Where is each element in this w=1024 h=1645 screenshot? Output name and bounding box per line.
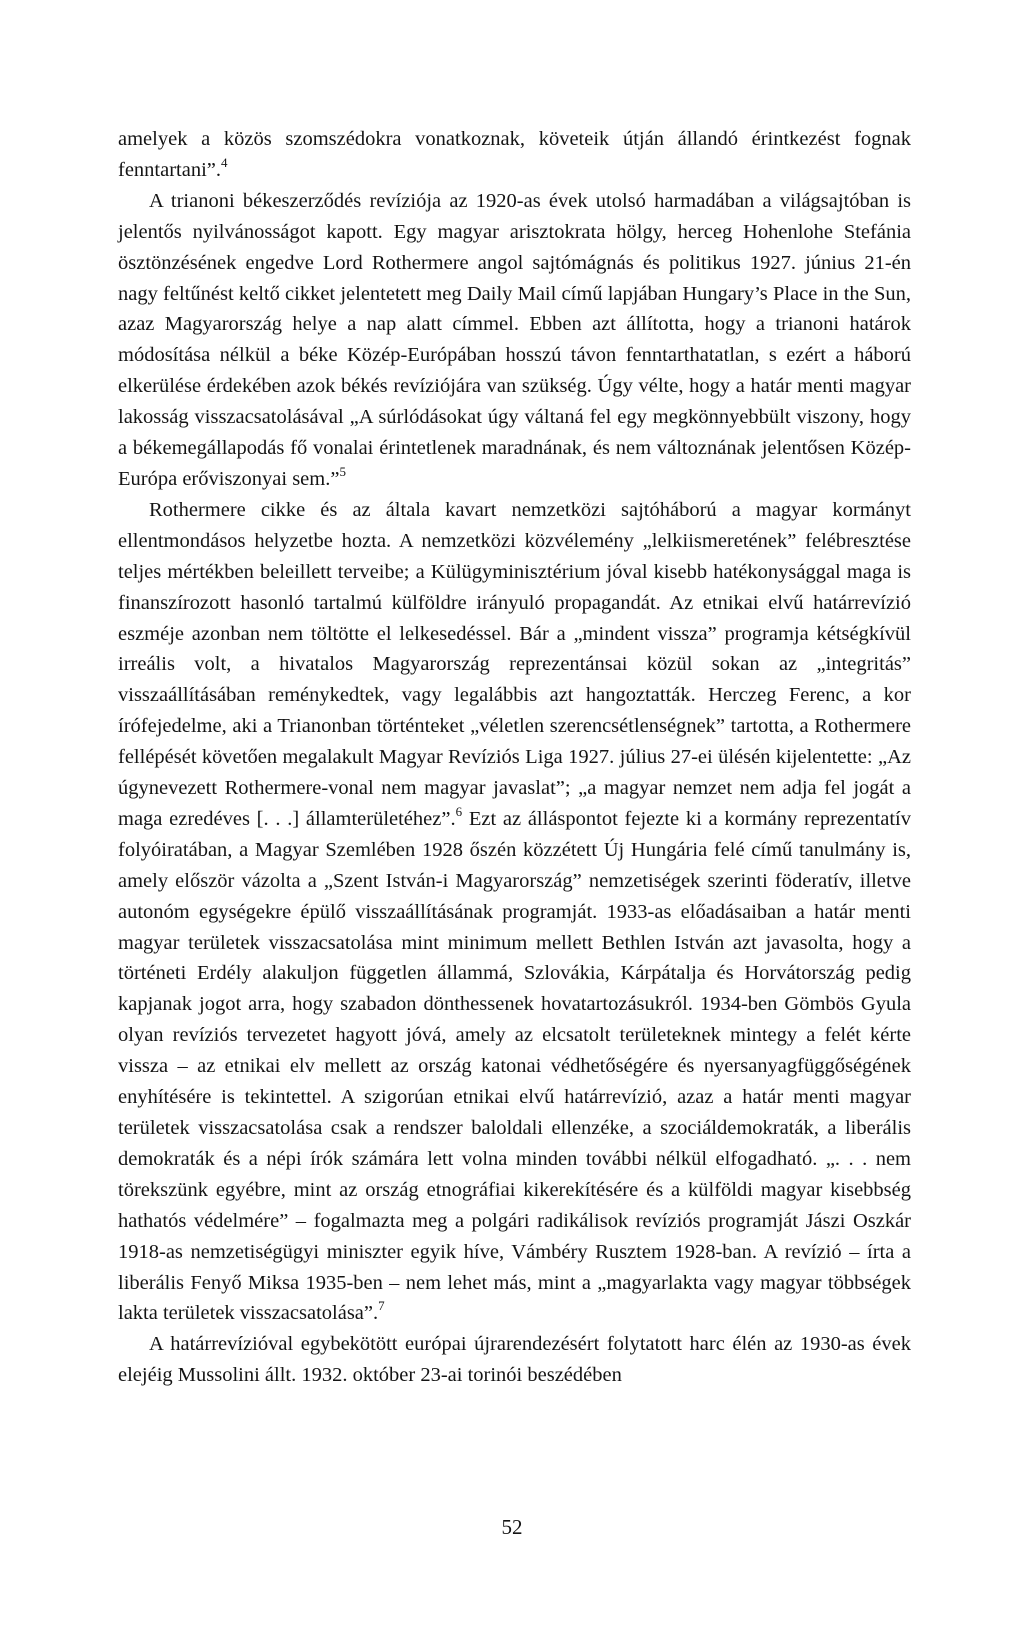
paragraph-p2 [118,186,911,495]
page-body [118,124,911,1391]
paragraph-p3 [118,495,911,1329]
paragraph-text: Rothermere cikke és az általa kavart nemzetközi sajtóháború a magyar kormányt ellentmondásos helyzetbe hozta. A nemzetközi közvélemény „lelkiismeretének” felébresztése teljes mértékben beleillett terveibe; a Külügyminisztérium jóval kisebb hatékonysággal maga is finanszírozott hasonló tartalmú külföldre irányuló propagandát. Az etnikai elvű határrevízió eszméje azonban nem töltötte el lelkesedéssel. Bár a „mindent vissza” programja kétségkívül irreális volt, a hivatalos Magyarország reprezentánsai közül sokan az „integritás” visszaállításában reménykedtek, vagy legalábbis azt hangoztatták. Herczeg Ferenc, a kor írófejedelme, aki a Trianonban történteket „véletlen szerencsétlenségnek” tartotta, a Rothermere fellépését követően megalakult Magyar Revíziós Liga 1927. július 27-ei ülésén kijelentette: „Az úgynevezett Rothermere-vonal nem magyar javaslat”; „a magyar nemzet nem adja fel jogát a maga ezredéves [. . .] államterületéhez”. [118,498,911,830]
paragraph-p1 [118,124,911,186]
footnote-marker: 4 [221,154,228,170]
paragraph-p4 [118,1329,911,1391]
paragraph-text: A trianoni békeszerződés revíziója az 1920-as évek utolsó harmadában a világsajtóban is jelentős nyilvánosságot kapott. Egy magyar arisztokrata hölgy, herceg Hohenlohe Stefánia ösztönzésének engedve Lord Rothermere angol sajtómágnás és politikus 1927. június 21-én nagy feltűnést keltő cikket jelentetett meg Daily Mail című lapjában Hungary’s Place in the Sun, azaz Magyarország helye a nap alatt címmel. Ebben azt állította, hogy a trianoni határok módosítása nélkül a béke Közép-Európában hosszú távon fenntarthatatlan, s ezért a háború elkerülése érdekében azok békés revíziójára van szükség. Úgy vélte, hogy a határ menti magyar lakosság visszacsatolásával „A súrlódásokat úgy váltaná fel egy megkönnyebbült viszony, hogy a békemegállapodás fő vonalai érintetlenek maradnának, és nem változnának jelentősen Közép-Európa erőviszonyai sem.” [118,189,911,490]
paragraph-text: amelyek a közös szomszédokra vonatkoznak, követeik útján állandó érintkezést fognak fenntartani”. [118,128,911,181]
page-number: 52 [501,1515,523,1539]
footnote-marker: 6 [455,803,463,819]
paragraph-text: Ezt az álláspontot fejezte ki a kormány reprezentatív folyóiratában, a Magyar Szemlében 1928 őszén közzétett Új Hungária felé című tanulmány is, amely először vázolta a „Szent István-i Magyarország” nemzetiségek szerinti föderatív, illetve autonóm egységekre épülő visszaállításának programját. 1933-as előadásaiban a határ menti magyar területek visszacsatolása mint minimum mellett Bethlen István azt javasolta, hogy a történeti Erdély alakuljon független állammá, Szlovákia, Kárpátalja és Horvátország pedig kapjanak jogot arra, hogy szabadon dönthessenek hovatartozásukról. 1934-ben Gömbös Gyula olyan revíziós tervezetet hagyott jóvá, amely az elcsatolt területeknek mintegy a felét kérte vissza – az etnikai elv mellett az ország katonai védhetőségére és nyersanyagfüggőségének enyhítésére is tekintettel. A szigorúan etnikai elvű határrevízió, azaz a határ menti magyar területek visszacsatolása csak a rendszer baloldali ellenzéke, a szociáldemokraták, a liberális demokraták és a népi írók számára lett volna minden további nélkül elfogadható. „. . . nem törekszünk egyébre, mint az ország etnográfiai kikerekítésére és a külföldi magyar kisebbség hathatós védelmére” – fogalmazta meg a polgári radikálisok revíziós programját Jászi Oszkár 1918-as nemzetiségügyi miniszter egyik híve, Vámbéry Rusztem 1928-ban. A revízió – írta a liberális Fenyő Miksa 1935-ben – nem lehet más, mint a „magyarlakta vagy magyar többségek lakta területek visszacsatolása”. [118,807,911,1325]
footnote-marker: 7 [378,1298,385,1314]
footnote-marker: 5 [339,463,346,479]
paragraph-text: A határrevízióval egybekötött európai újrarendezésért folytatott harc élén az 1930-as évek elejéig Mussolini állt. 1932. október 23-ai torinói beszédében [118,1333,911,1387]
